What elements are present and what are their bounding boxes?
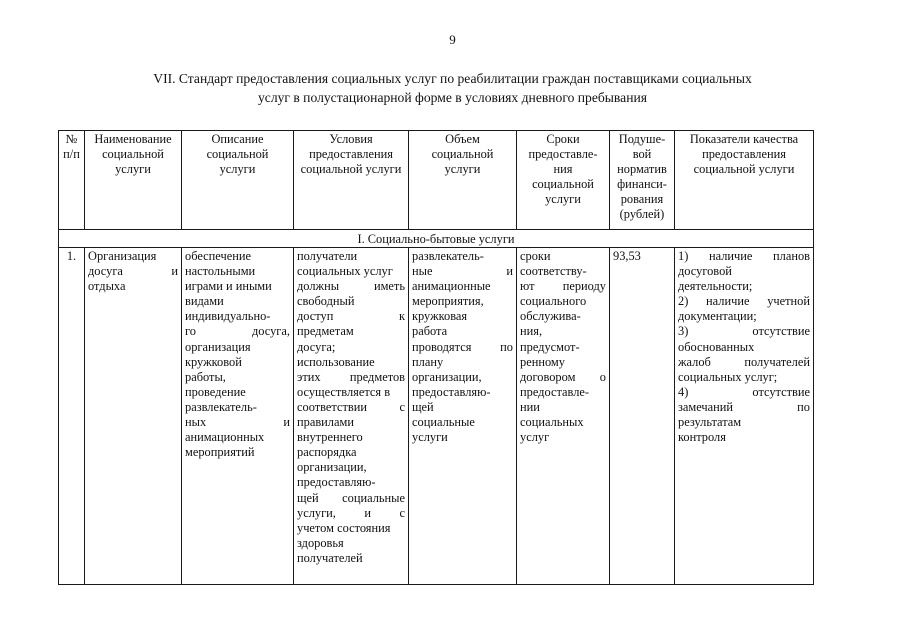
cell-word: щей [412, 399, 434, 414]
cell-line [520, 264, 606, 279]
cell-word: иметь [373, 279, 405, 294]
cell-line [412, 340, 513, 355]
cell-line [185, 415, 290, 430]
cell-line [520, 385, 606, 400]
header-line: социальной [431, 147, 494, 162]
cell-line [678, 355, 810, 370]
cell-word: индивидуально- [185, 309, 271, 324]
standard-cost-cell: 93,53 [610, 248, 675, 585]
header-service-volume [409, 131, 517, 230]
cell-line [185, 400, 290, 415]
cell-word: досуга [88, 264, 123, 279]
cell-word: соответству- [520, 264, 587, 279]
cell-line [297, 521, 405, 536]
header-line: вой [632, 147, 652, 162]
cell-line [520, 249, 606, 264]
header-line: рования [620, 192, 664, 207]
cell-word: использование [297, 354, 375, 369]
title-line: VII. Стандарт предоставления социальных услуг по реабилитации граждан поставщиками социальных [153, 71, 752, 86]
cell-line [412, 430, 513, 445]
service-volume-cell [409, 248, 517, 585]
cell-word: организации, [412, 369, 482, 384]
cell-line [297, 309, 405, 324]
cell-word: и [171, 264, 178, 279]
cell-line [520, 355, 606, 370]
cell-line [185, 355, 290, 370]
cell-word: услуги [412, 430, 448, 445]
cell-word: наличие [706, 294, 750, 309]
cell-word: наличие [708, 249, 753, 263]
cell-word: досуга, [251, 324, 290, 339]
header-service-description [182, 131, 294, 230]
cell-line [297, 475, 405, 490]
service-name-cell [85, 248, 182, 585]
cell-word: плану [412, 354, 444, 369]
cell-word: услуг [520, 430, 550, 445]
header-line: социальной услуги [300, 162, 402, 177]
cell-word: деятельности; [678, 279, 753, 294]
cell-line [297, 430, 405, 445]
cell-word: анимационные [412, 279, 491, 294]
cell-line [412, 294, 513, 309]
cell-word: работа [412, 324, 448, 339]
cell-line [520, 370, 606, 385]
cell-word: предоставляю- [412, 384, 491, 399]
cell-line [297, 355, 405, 370]
cell-word: свободный [297, 294, 355, 309]
cell-word: получатели [297, 249, 358, 263]
cell-line [520, 430, 606, 445]
cell-line [412, 279, 513, 294]
header-number [59, 131, 85, 230]
header-line: предоставления [702, 147, 786, 162]
header-service-name [85, 131, 182, 230]
cell-line [678, 340, 810, 355]
cell-word: предоставляю- [297, 475, 376, 490]
header-line: Объем [445, 132, 480, 146]
cell-word: учетом состояния [297, 520, 391, 535]
cell-word: обслужива- [520, 309, 581, 324]
cell-word: организации, [297, 460, 367, 475]
quality-indicators-cell [675, 248, 814, 585]
table-row [59, 248, 814, 585]
cell-word: результатам [678, 415, 742, 430]
header-line: Наименование [94, 132, 172, 146]
cell-word: обеспечение [185, 249, 251, 263]
cell-line [412, 415, 513, 430]
provision-conditions-cell [294, 248, 409, 585]
section-title: I. Социально-бытовые услуги [59, 230, 814, 248]
cell-line [678, 309, 810, 324]
cell-line [297, 249, 405, 264]
cell-word: досуговой [678, 264, 732, 279]
cell-line [412, 309, 513, 324]
cell-line [678, 249, 810, 264]
cell-line [678, 430, 810, 445]
cell-word: отсутствие [752, 324, 810, 339]
cell-word: договором [520, 369, 576, 384]
header-per-capita-standard [610, 131, 675, 230]
cell-line [297, 324, 405, 339]
cell-word: распорядка [297, 445, 357, 460]
cell-word: периоду [562, 279, 606, 294]
cell-word: внутреннего [297, 430, 363, 445]
cell-line [297, 279, 405, 294]
header-line: Описание [211, 132, 264, 146]
cell-word: социальные [412, 415, 475, 430]
cell-word: 1) [678, 249, 689, 263]
cell-word: планов [773, 249, 810, 263]
cell-word: правилами [297, 415, 354, 430]
cell-word: должны [297, 279, 340, 294]
cell-word: проводятся [412, 339, 472, 354]
cell-line [412, 400, 513, 415]
cell-line [678, 400, 810, 415]
document-title [90, 69, 815, 107]
cell-line [185, 340, 290, 355]
cell-word: обоснованных [678, 339, 755, 354]
header-provision-conditions [294, 131, 409, 230]
cell-word: замечаний [678, 399, 734, 414]
cell-word: о [599, 369, 606, 384]
cell-word: документации; [678, 309, 757, 324]
cell-line [412, 355, 513, 370]
cell-line [297, 551, 405, 566]
cell-word: 4) [678, 384, 689, 399]
cell-word: настольными [185, 264, 256, 279]
cell-line [520, 324, 606, 339]
cell-word: 2) [678, 294, 689, 309]
cell-line [520, 415, 606, 430]
cell-word: получателей [297, 550, 363, 565]
header-line: п/п [63, 147, 80, 162]
cell-word: к [398, 309, 405, 324]
cell-word: досуга; [297, 339, 336, 354]
cell-line [297, 370, 405, 385]
cell-word: развлекатель- [412, 249, 484, 263]
cell-line [88, 279, 178, 294]
header-line: услуги [115, 162, 151, 177]
cell-line [185, 430, 290, 445]
header-line: Подуше- [618, 132, 666, 146]
cell-word: и [283, 415, 290, 430]
row-number: 1. [59, 248, 85, 585]
header-line: предоставле- [528, 147, 598, 162]
header-line: предоставления [309, 147, 393, 162]
cell-word: и [506, 264, 513, 279]
cell-word: го [185, 324, 196, 339]
cell-word: социальных услуг; [678, 369, 778, 384]
cell-line [185, 264, 290, 279]
cell-word: здоровья [297, 535, 344, 550]
cell-word: социальных [520, 415, 584, 430]
cell-line [297, 385, 405, 400]
cell-line [297, 506, 405, 521]
cell-word: услуги, [297, 505, 336, 520]
cell-word: отсутствие [752, 384, 810, 399]
cell-line [297, 445, 405, 460]
cell-line [520, 294, 606, 309]
header-line: услуги [545, 192, 581, 207]
cell-line [88, 264, 178, 279]
cell-word: ния, [520, 324, 543, 339]
cell-word: мероприятий [185, 445, 255, 460]
cell-word: ренному [520, 354, 565, 369]
cell-line [297, 340, 405, 355]
cell-word: щей [297, 490, 319, 505]
cell-word: кружковая [412, 309, 468, 324]
cell-word: предметам [297, 324, 354, 339]
cell-line [412, 324, 513, 339]
cell-word: отдыха [88, 279, 126, 294]
cell-word: ные [412, 264, 433, 279]
cell-word: этих [297, 369, 321, 384]
cell-word: 3) [678, 324, 689, 339]
cell-line [412, 385, 513, 400]
cell-word: с [399, 399, 405, 414]
cell-word: осуществляется в [297, 384, 391, 399]
header-row [59, 131, 814, 230]
cell-line [297, 264, 405, 279]
cell-line [185, 294, 290, 309]
header-line: норматив [617, 162, 667, 177]
cell-word: предоставле- [520, 384, 590, 399]
cell-line [297, 294, 405, 309]
cell-word: ных [185, 415, 207, 430]
cell-word: социального [520, 294, 587, 309]
cell-line [88, 249, 178, 264]
cell-line [678, 370, 810, 385]
header-line: (рублей) [619, 207, 665, 222]
cell-line [185, 249, 290, 264]
cell-line [185, 385, 290, 400]
section-row [59, 230, 814, 248]
cell-word: кружковой [185, 354, 242, 369]
service-standard-table [58, 130, 814, 585]
cell-word: соответствии [297, 399, 368, 414]
cell-word: играми и иными [185, 279, 272, 294]
cell-line [678, 324, 810, 339]
cell-line [412, 249, 513, 264]
cell-word: ют [520, 279, 535, 294]
cell-word: анимационных [185, 430, 265, 445]
cell-line [678, 415, 810, 430]
cell-line [520, 340, 606, 355]
header-line: ния [553, 162, 573, 177]
header-line: социальной [206, 147, 269, 162]
cell-word: учетной [767, 294, 810, 309]
header-line: социальной услуги [693, 162, 795, 177]
cell-line [678, 294, 810, 309]
cell-word: сроки [520, 249, 551, 263]
cell-line [297, 460, 405, 475]
cell-line [185, 309, 290, 324]
cell-line [412, 370, 513, 385]
service-description-cell [182, 248, 294, 585]
cell-word: по [500, 339, 513, 354]
header-service-terms [517, 131, 610, 230]
cell-word: нии [520, 399, 540, 414]
cell-word: организация [185, 339, 251, 354]
cell-line [412, 264, 513, 279]
header-quality-indicators [675, 131, 814, 230]
cell-word: жалоб [678, 354, 711, 369]
header-line: финанси- [617, 177, 667, 192]
cell-line [297, 536, 405, 551]
cell-word: с [399, 505, 405, 520]
service-terms-cell [517, 248, 610, 585]
header-line: Сроки [546, 132, 580, 146]
cell-word: работы, [185, 369, 226, 384]
cell-line [678, 264, 810, 279]
title-line: услуг в полустационарной форме в условиях дневного пребывания [257, 90, 648, 105]
cell-line [520, 400, 606, 415]
cell-word: предметов [349, 369, 405, 384]
page-number: 9 [449, 32, 456, 47]
cell-word: проведение [185, 384, 246, 399]
header-line: услуги [444, 162, 481, 177]
cell-word: по [797, 399, 810, 414]
cell-word: социальные [342, 490, 405, 505]
cell-word: получателей [744, 354, 810, 369]
cell-line [520, 279, 606, 294]
cell-word: и [364, 505, 372, 520]
cell-line [297, 415, 405, 430]
header-line: услуги [219, 162, 256, 177]
cell-line [185, 324, 290, 339]
header-line: № [65, 132, 78, 146]
cell-word: видами [185, 294, 224, 309]
cell-line [297, 400, 405, 415]
cell-line [678, 279, 810, 294]
cell-word: предусмот- [520, 339, 580, 354]
header-line: Показатели качества [689, 132, 799, 146]
header-line: социальной [102, 147, 164, 162]
cell-word: Организация [88, 249, 157, 263]
cell-word: мероприятия, [412, 294, 484, 309]
cell-word: развлекатель- [185, 399, 257, 414]
cell-line [185, 445, 290, 460]
cell-line [297, 491, 405, 506]
header-line: Условия [329, 132, 373, 146]
cell-line [185, 279, 290, 294]
cell-word: контроля [678, 430, 726, 445]
header-line: социальной [532, 177, 594, 192]
cell-word: социальных услуг [297, 264, 393, 279]
cell-line [185, 370, 290, 385]
cell-word: доступ [297, 309, 334, 324]
cell-line [520, 309, 606, 324]
cell-line [678, 385, 810, 400]
